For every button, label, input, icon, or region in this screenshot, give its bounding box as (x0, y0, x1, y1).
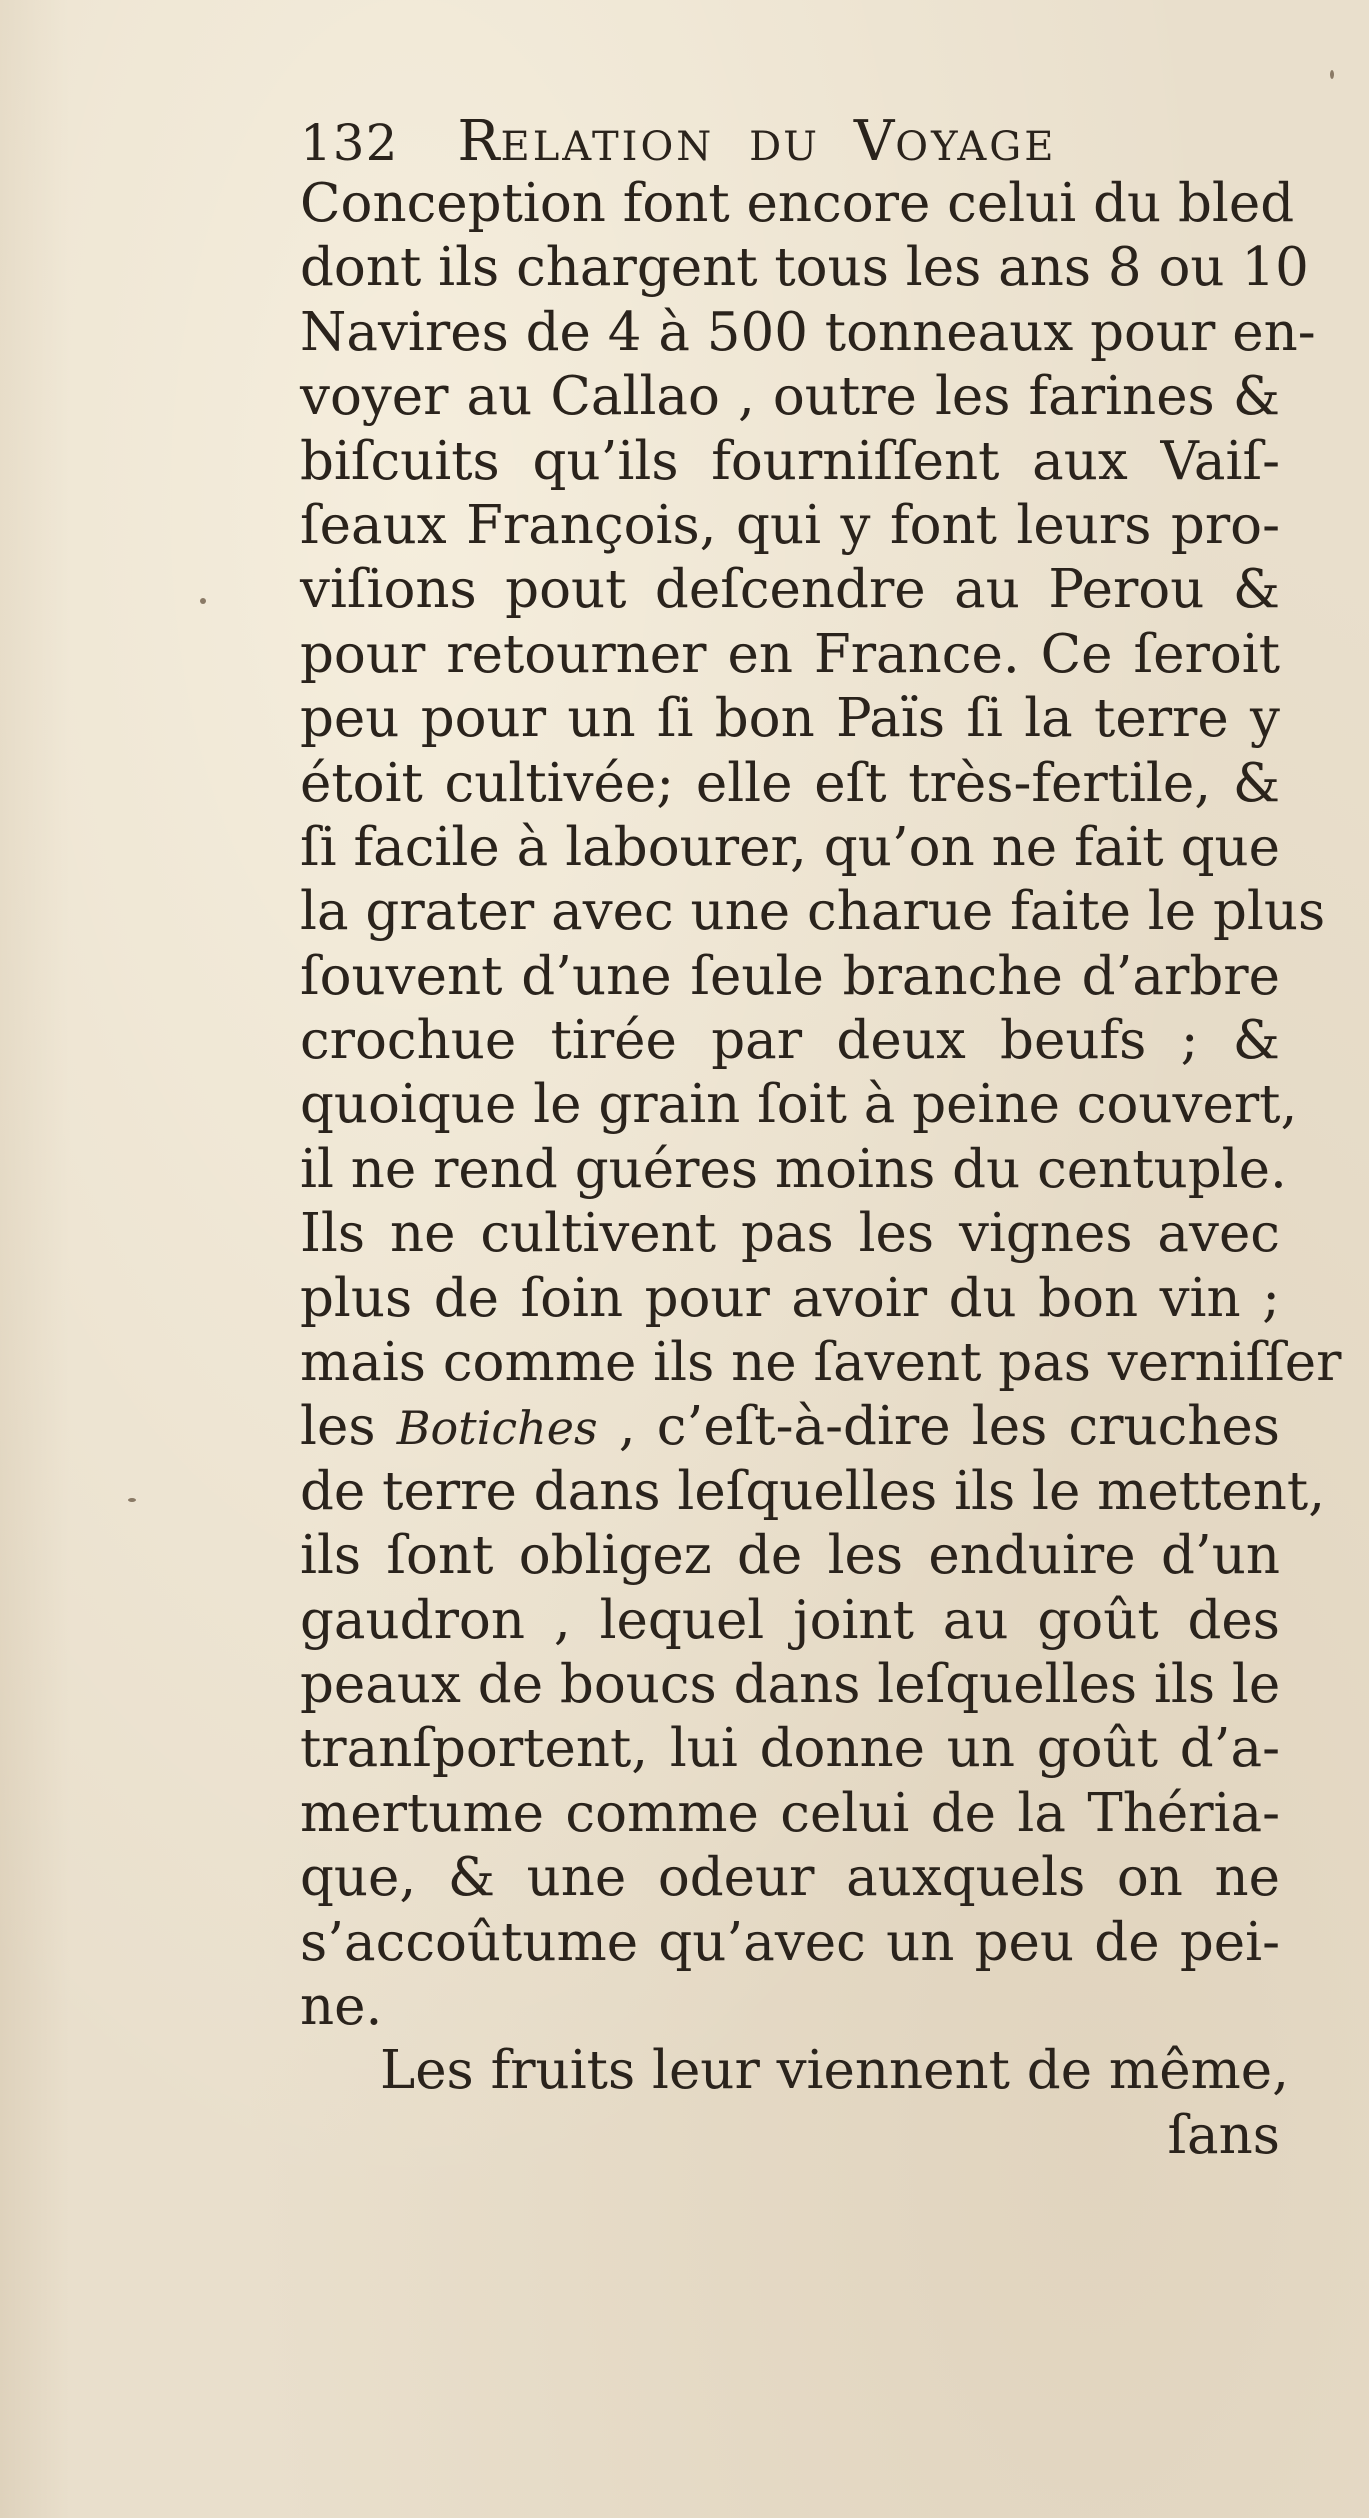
running-head (300, 109, 1160, 177)
paper-speck (128, 1498, 136, 1502)
text-line: mais comme ils ne ſavent pas verniſſer (300, 1332, 1342, 1394)
italic-term: Botiches (396, 1401, 598, 1456)
text-line: s’accoûtume qu’avec un peu de pei- (300, 1911, 1280, 1973)
text-line: peu pour un ſi bon Païs ſi la terre y (300, 688, 1280, 750)
text-line: gaudron , lequel joint au goût des (300, 1589, 1280, 1651)
running-title-word-2: DU (749, 124, 819, 170)
text-line: ils ſont obligez de les enduire d’un (300, 1525, 1280, 1587)
text-line: voyer au Callao , outre les farines & (300, 366, 1280, 428)
text-line: plus de ſoin pour avoir du bon vin ; (300, 1267, 1280, 1329)
paper-speck (200, 598, 206, 604)
paper-speck (1330, 70, 1334, 79)
running-title-word-1: RELATION (457, 109, 715, 174)
text-line: viſions pout deſcendre au Perou & (300, 559, 1280, 621)
text-line: la grater avec une charue faite le plus (300, 881, 1326, 943)
text-line: dont ils chargent tous les ans 8 ou 10 (300, 237, 1309, 299)
text-line: ſi facile à labourer, qu’on ne fait que (300, 816, 1280, 878)
text-line: il ne rend guéres moins du centuple. (300, 1138, 1287, 1200)
text-line-with-italic: les Botiches , c’eſt-à-dire les cruches (300, 1396, 1280, 1458)
text-line: crochue tirée par deux beufs ; & (300, 1010, 1280, 1072)
text-line-paragraph-start: Les fruits leur viennent de même, (380, 2040, 1290, 2102)
text-line: quoique le grain ſoit à peine couvert, (300, 1074, 1298, 1136)
text-line: pour retourner en France. Ce ſeroit (300, 623, 1280, 685)
text-line: ſeaux François, qui y font leurs pro- (300, 494, 1280, 556)
page-number: 132 (300, 114, 399, 172)
text-line: mertume comme celui de la Thériа- (300, 1782, 1280, 1844)
text-line: Ils ne cultivent pas les vignes avec (300, 1203, 1280, 1265)
text-line: que, & une odeur auxquels on ne (300, 1847, 1280, 1909)
text-line: Navires de 4 à 500 tonneaux pour en- (300, 301, 1316, 363)
text-line: Conception font encore celui du bled (300, 173, 1295, 234)
text-line: biſcuits qu’ils fourniſſent aux Vaiſ- (300, 430, 1280, 492)
catchword: ſans (1167, 2104, 1280, 2166)
body-text (300, 172, 1342, 2168)
text-line: ne. (300, 1975, 383, 2037)
text-line: étoit cultivée; elle eſt très-fertile, & (300, 752, 1280, 814)
text-line: tranſportent, lui donne un goût d’a- (300, 1718, 1280, 1780)
text-line: peaux de boucs dans leſquelles ils le (300, 1653, 1281, 1715)
text-line: de terre dans leſquelles ils le mettent, (300, 1460, 1326, 1522)
running-title-word-3: VOYAGE (853, 109, 1057, 174)
text-line: ſouvent d’une ſeule branche d’arbre (300, 945, 1280, 1007)
